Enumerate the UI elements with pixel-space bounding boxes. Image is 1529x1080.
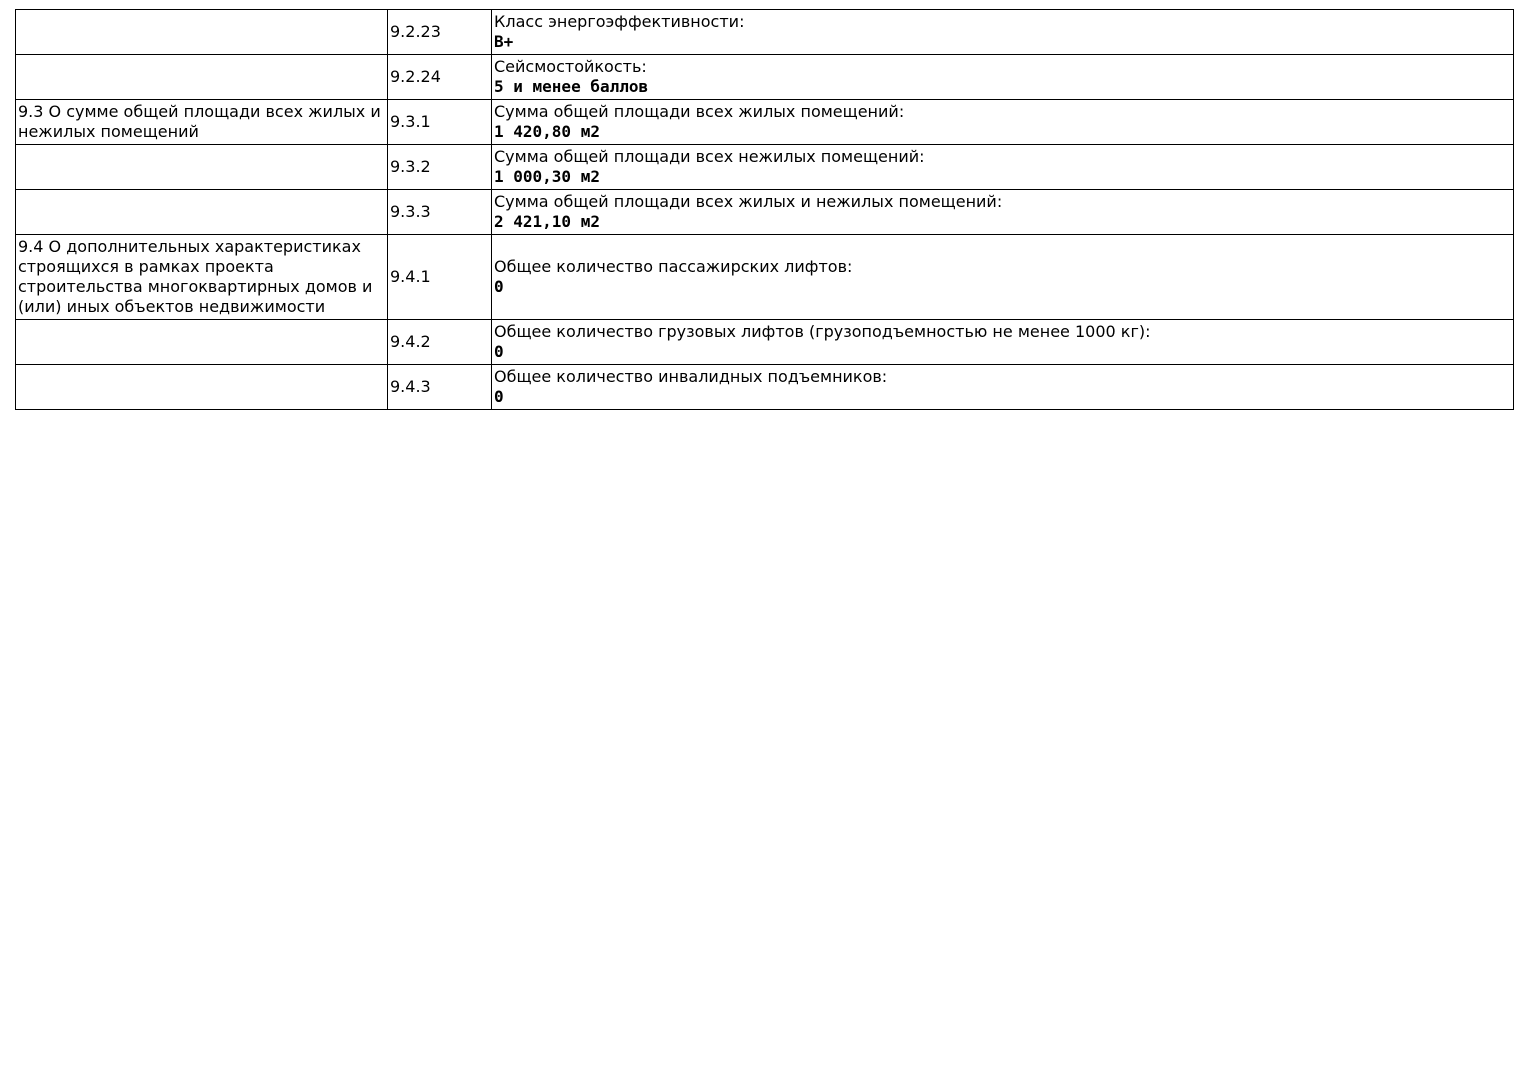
table-row	[16, 190, 1514, 235]
code-cell: 9.2.23	[388, 10, 492, 55]
value-cell	[492, 145, 1514, 190]
table-row	[16, 55, 1514, 100]
field-value: 5 и менее баллов	[494, 77, 649, 96]
section-cell	[16, 55, 388, 100]
section-cell	[16, 320, 388, 365]
value-cell	[492, 365, 1514, 410]
section-cell	[16, 190, 388, 235]
table-row	[16, 100, 1514, 145]
field-label: Общее количество пассажирских лифтов:	[494, 257, 853, 276]
table-row	[16, 365, 1514, 410]
table-row	[16, 145, 1514, 190]
table-row	[16, 320, 1514, 365]
code-cell: 9.4.3	[388, 365, 492, 410]
characteristics-table	[15, 9, 1514, 410]
field-label: Сейсмостойкость:	[494, 57, 647, 76]
field-label: Сумма общей площади всех жилых и нежилых помещений:	[494, 192, 1003, 211]
code-cell: 9.3.3	[388, 190, 492, 235]
code-cell: 9.2.24	[388, 55, 492, 100]
value-cell	[492, 100, 1514, 145]
section-cell	[16, 145, 388, 190]
field-value: B+	[494, 32, 514, 51]
field-value: 0	[494, 277, 504, 296]
table-row	[16, 235, 1514, 320]
code-cell: 9.3.1	[388, 100, 492, 145]
section-cell	[16, 365, 388, 410]
field-value: 1 420,80 м2	[494, 122, 600, 141]
value-cell	[492, 190, 1514, 235]
code-cell: 9.4.2	[388, 320, 492, 365]
field-value: 2 421,10 м2	[494, 212, 600, 231]
field-label: Общее количество грузовых лифтов (грузоподъемностью не менее 1000 кг):	[494, 322, 1151, 341]
field-label: Класс энергоэффективности:	[494, 12, 745, 31]
field-label: Сумма общей площади всех нежилых помещений:	[494, 147, 925, 166]
code-cell: 9.4.1	[388, 235, 492, 320]
code-cell: 9.3.2	[388, 145, 492, 190]
table-row	[16, 10, 1514, 55]
section-cell	[16, 10, 388, 55]
field-value: 1 000,30 м2	[494, 167, 600, 186]
section-cell: 9.4 О дополнительных характеристиках строящихся в рамках проекта строительства многоквартирных домов и (или) иных объектов недвижимости	[16, 235, 388, 320]
field-value: 0	[494, 387, 504, 406]
field-label: Общее количество инвалидных подъемников:	[494, 367, 888, 386]
value-cell	[492, 235, 1514, 320]
value-cell	[492, 10, 1514, 55]
section-cell: 9.3 О сумме общей площади всех жилых и нежилых помещений	[16, 100, 388, 145]
value-cell	[492, 320, 1514, 365]
field-label: Сумма общей площади всех жилых помещений:	[494, 102, 905, 121]
field-value: 0	[494, 342, 504, 361]
value-cell	[492, 55, 1514, 100]
